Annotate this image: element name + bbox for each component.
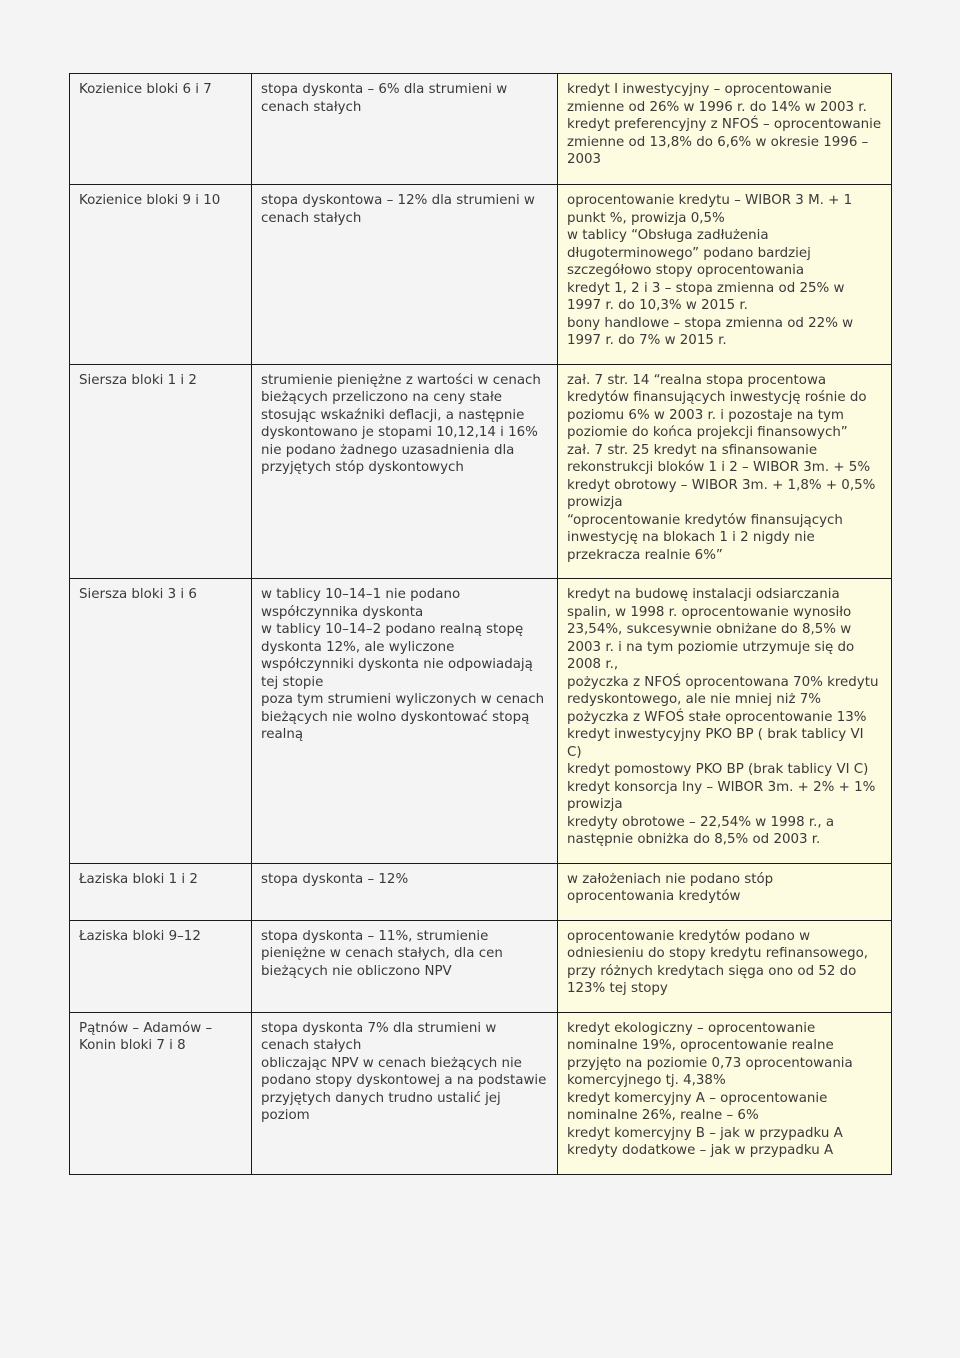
table-row <box>70 863 892 920</box>
credit-cell <box>558 74 892 185</box>
credit-text: bony handlowe – stopa zmienna od 22% w 1997 r. do 7% w 2015 r. <box>567 315 854 348</box>
plant-name: Siersza bloki 1 i 2 <box>79 372 197 388</box>
plant-name-cell <box>70 863 252 920</box>
table-row <box>70 1012 892 1174</box>
credit-text: kredyt komercyjny A – oprocentowanie nominalne 26%, realne – 6% <box>567 1090 828 1123</box>
discount-cell <box>252 1012 558 1174</box>
table-row <box>70 74 892 185</box>
credit-text: kredyt obrotowy – WIBOR 3m. + 1,8% + 0,5% prowizja <box>567 477 876 510</box>
credit-text: kredyt I inwestycyjny – oprocentowanie zmienne od 26% w 1996 r. do 14% w 2003 r. <box>567 82 867 115</box>
credit-text: kredyt pomostowy PKO BP (brak tablicy VI C) <box>567 762 869 777</box>
discount-text: w tablicy 10–14–2 podano realną stopę dyskonta 12%, ale wyliczone współczynniki dyskonta nie odpowiadają tej stopie <box>261 622 533 690</box>
discount-cell <box>252 364 558 579</box>
credit-cell <box>558 920 892 1012</box>
credit-text: kredyt ekologiczny – oprocentowanie nominalne 19%, oprocentowanie realne przyjęto na poziomie 0,73 oprocentowania komercyjnego tj. 4,38% <box>567 1020 853 1088</box>
credit-text: zał. 7 str. 14 “realna stopa procentowa kredytów finansujących inwestycję rośnie do poziomu 6% w 2003 r. i pozostaje na tym poziomie do końca projekcji finansowych” <box>567 372 867 440</box>
table-row <box>70 185 892 365</box>
credit-text: kredyt na budowę instalacji odsiarczania spalin, w 1998 r. oprocentowanie wynosiło 23,54%, sukcesywnie obniżane do 8,5% w 2003 r. i na tym poziomie utrzymuje się do 2008 r., <box>567 587 855 672</box>
credit-cell <box>558 579 892 864</box>
plant-name: Łaziska bloki 9–12 <box>79 928 201 944</box>
discount-text: w tablicy 10–14–1 nie podano współczynnika dyskonta <box>261 587 461 620</box>
discount-cell <box>252 185 558 365</box>
plant-name-cell <box>70 74 252 185</box>
plant-name: Kozienice bloki 9 i 10 <box>79 193 221 208</box>
discount-cell <box>252 863 558 920</box>
discount-text: strumienie pieniężne z wartości w cenach bieżących przeliczono na ceny stałe stosując wskaźniki deflacji, a następnie dyskontowano je stopami 10,12,14 i 16% nie podano żadnego uzasadnienia dla przyjętych stóp dyskontowych <box>261 372 541 475</box>
plant-name: Kozienice bloki 6 i 7 <box>79 82 212 97</box>
plant-name-cell <box>70 185 252 365</box>
plant-name: Pątnów – Adamów – Konin bloki 7 i 8 <box>79 1020 213 1053</box>
credit-text: zał. 7 str. 25 kredyt na sfinansowanie rekonstrukcji bloków 1 i 2 – WIBOR 3m. + 5% <box>567 442 871 475</box>
credit-text: w założeniach nie podano stóp oprocentowania kredytów <box>567 871 774 904</box>
credit-text: kredyt komercyjny B – jak w przypadku A <box>567 1125 843 1141</box>
credit-text: oprocentowanie kredytu – WIBOR 3 M. + 1 punkt %, prowizja 0,5% <box>567 193 853 226</box>
credit-text: kredyt preferencyjny z NFOŚ – oprocentowanie zmienne od 13,8% do 6,6% w okresie 1996 – 2003 <box>567 117 882 167</box>
table-row <box>70 364 892 579</box>
plant-name-cell <box>70 364 252 579</box>
discount-cell <box>252 920 558 1012</box>
discount-cell <box>252 74 558 185</box>
credit-cell <box>558 185 892 365</box>
credit-text: pożyczka z WFOŚ stałe oprocentowanie 13% <box>567 709 867 725</box>
credit-cell <box>558 1012 892 1174</box>
table-row <box>70 920 892 1012</box>
credit-text: “oprocentowanie kredytów finansujących inwestycję na blokach 1 i 2 nigdy nie przekracza realnie 6%” <box>567 512 843 563</box>
discount-text: stopa dyskonta – 11%, strumienie pieniężne w cenach stałych, dla cen bieżących nie obliczono NPV <box>261 928 503 979</box>
discount-cell <box>252 579 558 864</box>
discount-text: stopa dyskonta – 6% dla strumieni w cenach stałych <box>261 82 508 115</box>
discount-text: stopa dyskonta 7% dla strumieni w cenach stałych <box>261 1020 497 1053</box>
credit-cell <box>558 863 892 920</box>
credit-text: kredyt inwestycyjny PKO BP ( brak tablicy VI C) <box>567 727 864 760</box>
plant-name: Siersza bloki 3 i 6 <box>79 587 197 602</box>
plant-name-cell <box>70 920 252 1012</box>
discount-text: stopa dyskontowa – 12% dla strumieni w cenach stałych <box>261 193 535 226</box>
credit-text: oprocentowanie kredytów podano w odniesieniu do stopy kredytu refinansowego, przy różnych kredytach sięga ono od 52 do 123% tej stopy <box>567 928 869 996</box>
plant-name-cell <box>70 579 252 864</box>
table-row <box>70 579 892 864</box>
comparison-table <box>69 73 892 1175</box>
credit-text: kredyty obrotowe – 22,54% w 1998 r., a następnie obniżka do 8,5% od 2003 r. <box>567 814 835 847</box>
credit-text: w tablicy “Obsługa zadłużenia długoterminowego” podano bardziej szczegółowo stopy oprocentowania <box>567 228 811 278</box>
discount-text: obliczając NPV w cenach bieżących nie podano stopy dyskontowej a na podstawie przyjętych danych trudno ustalić jej poziom <box>261 1055 547 1123</box>
credit-text: kredyt 1, 2 i 3 – stopa zmienna od 25% w 1997 r. do 10,3% w 2015 r. <box>567 280 845 313</box>
discount-text: poza tym strumieni wyliczonych w cenach bieżących nie wolno dyskontować stopą realną <box>261 692 545 742</box>
plant-name: Łaziska bloki 1 i 2 <box>79 871 198 887</box>
credit-text: kredyty dodatkowe – jak w przypadku A <box>567 1143 834 1158</box>
credit-text: kredyt konsorcja lny – WIBOR 3m. + 2% + 1% prowizja <box>567 779 876 812</box>
discount-text: stopa dyskonta – 12% <box>261 871 409 887</box>
plant-name-cell <box>70 1012 252 1174</box>
credit-cell <box>558 364 892 579</box>
credit-text: pożyczka z NFOŚ oprocentowana 70% kredytu redyskontowego, ale nie mniej niż 7% <box>567 674 879 707</box>
